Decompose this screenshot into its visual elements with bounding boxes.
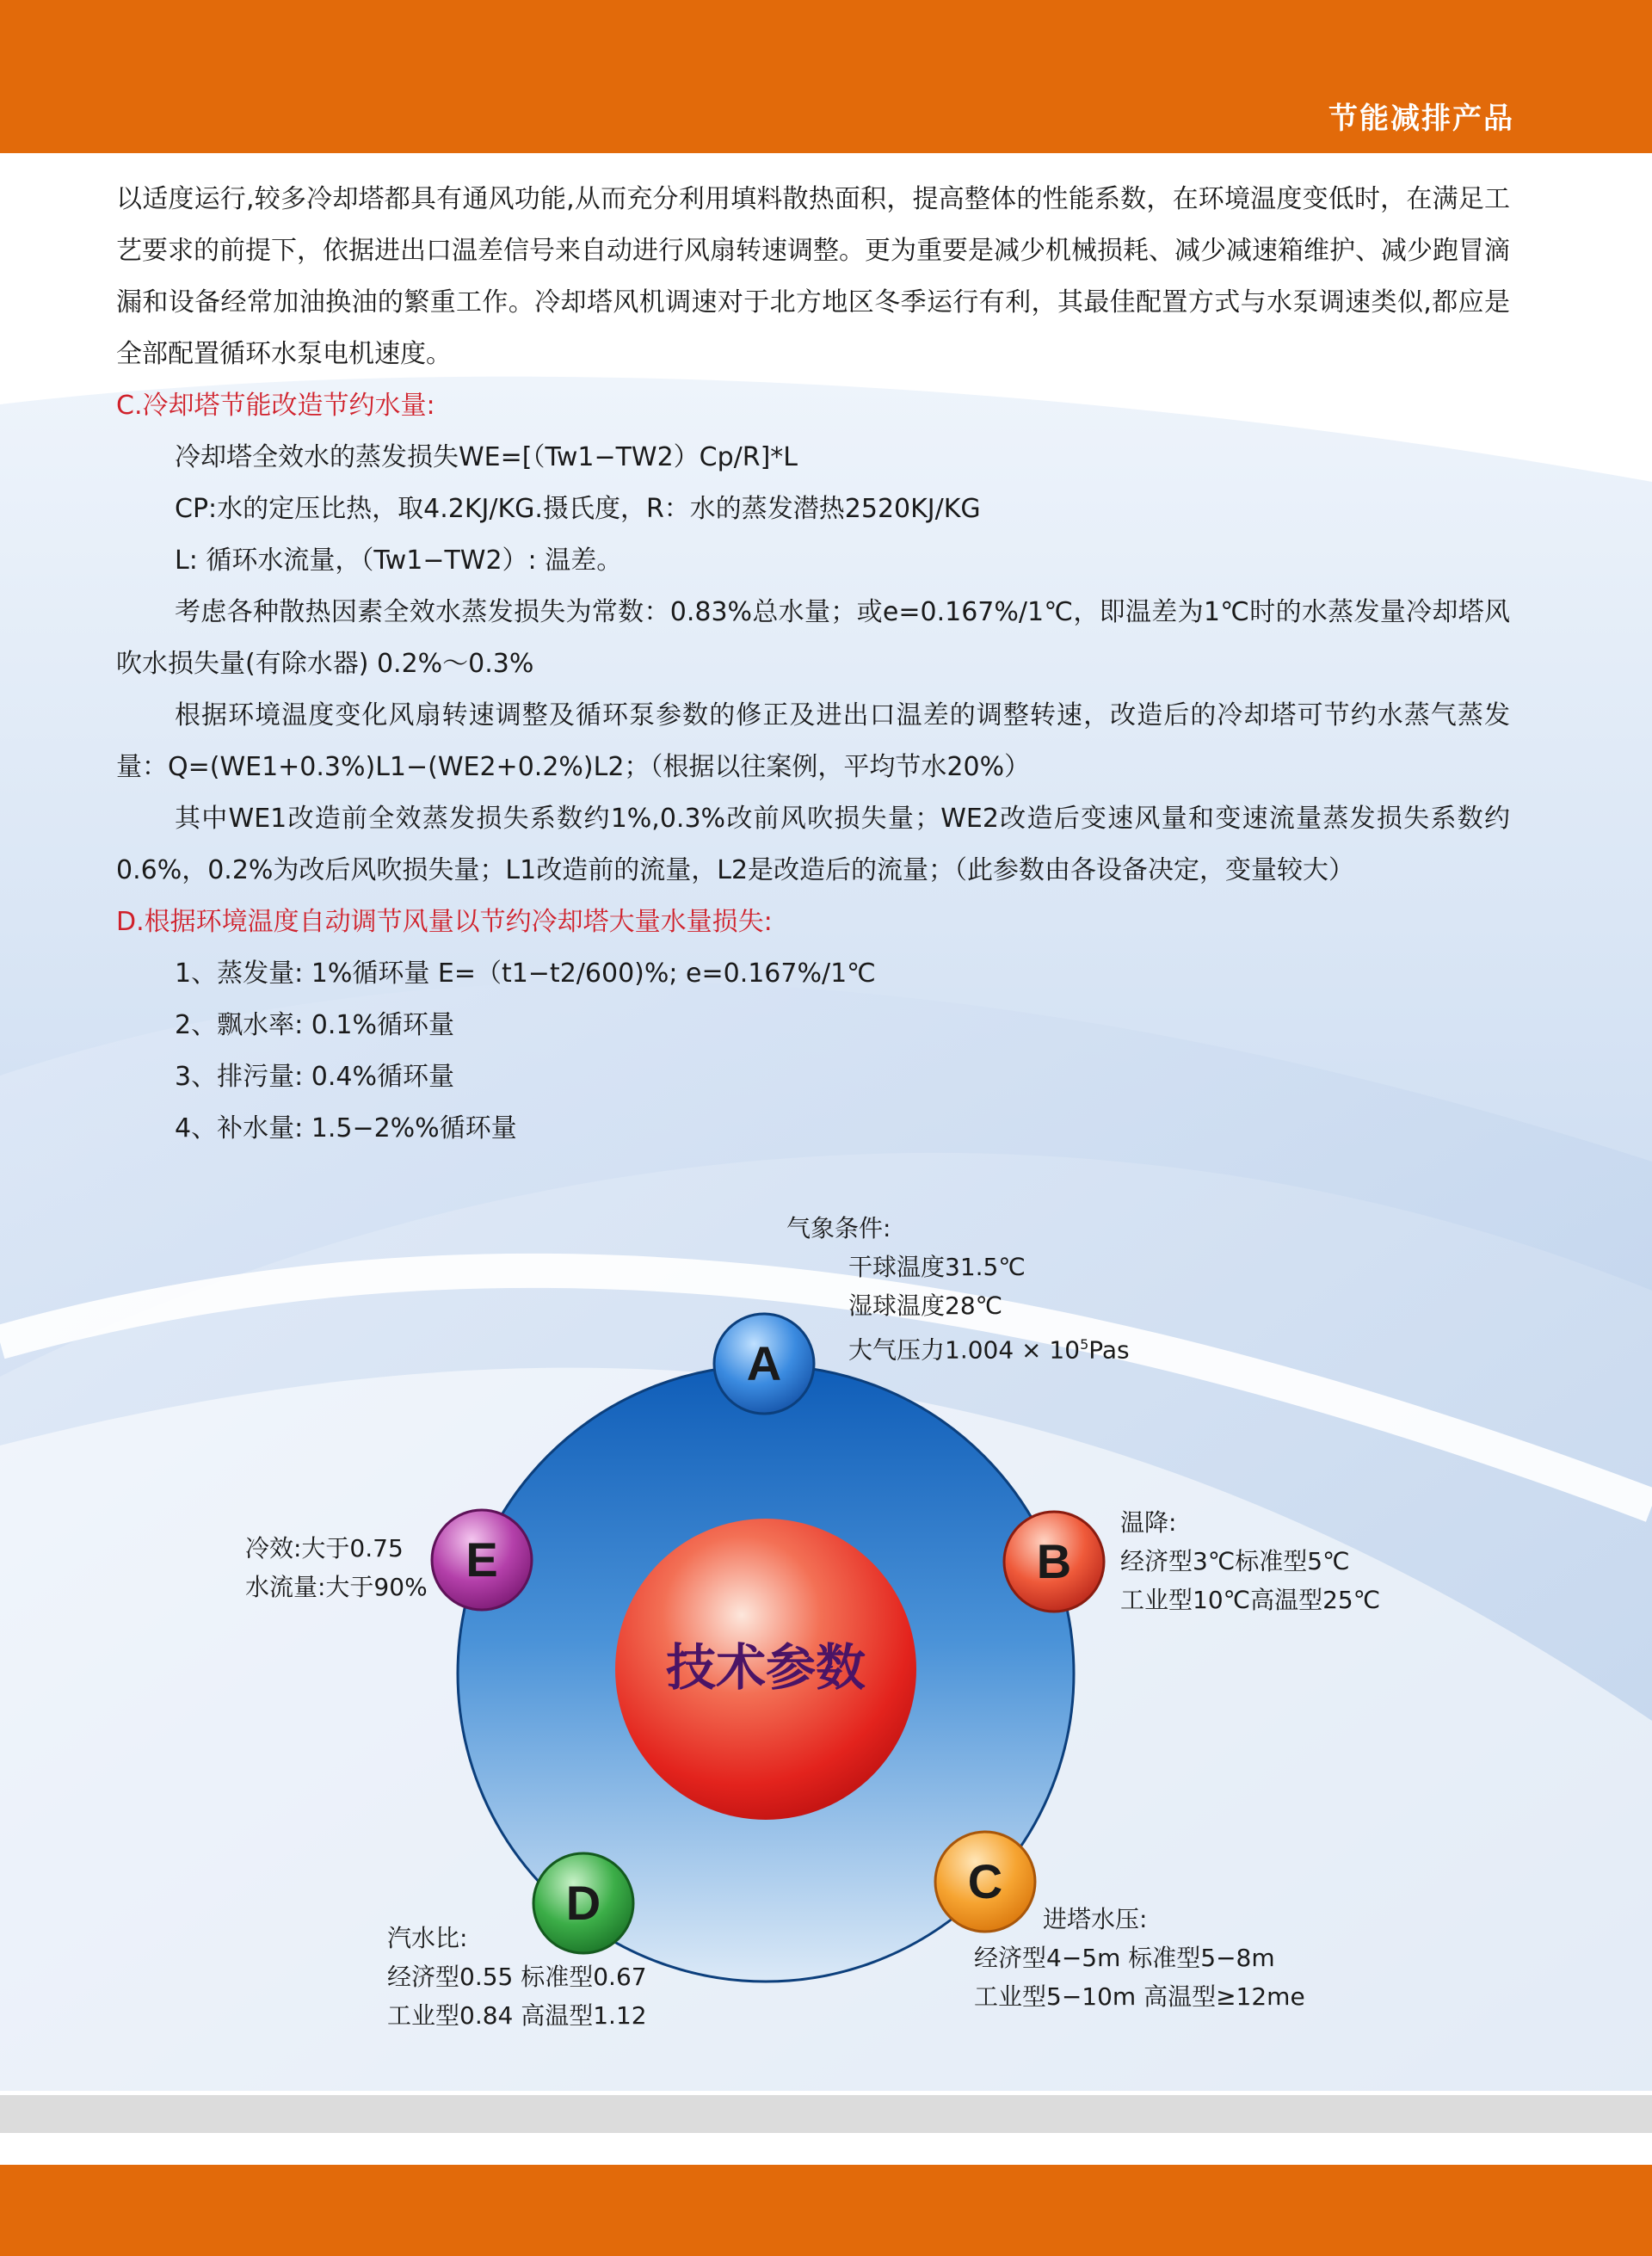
label-c-line: 工业型5−10m 高温型≥12me	[974, 1982, 1305, 2011]
section-c-title: C.冷却塔节能改造节约水量:	[116, 391, 435, 421]
node-e	[432, 1510, 532, 1610]
label-d-line: 经济型0.55 标准型0.67	[387, 1963, 647, 1991]
node-a-letter: A	[746, 1336, 782, 1390]
section-c-line: CP:水的定压比热，取4.2KJ/KG.摄氏度，R：水的蒸发潜热2520KJ/KG	[175, 494, 981, 524]
node-e-letter: E	[465, 1532, 498, 1587]
section-d-item: 1、蒸发量: 1%循环量 E=（t1−t2/600)%; e=0.167%/1℃	[175, 958, 876, 989]
section-d-item: 3、排污量: 0.4%循环量	[175, 1062, 454, 1092]
label-a-pressure-exponent: 5	[1080, 1336, 1089, 1353]
section-c-line: 根据环境温度变化风扇转速调整及循环泵参数的修正及进出口温差的调整转速，改造后的冷却塔可节约水蒸气蒸发量：Q=(WE1+0.3%)L1−(WE2+0.2%)L2；（根据以往案例，平均节水20%）	[116, 700, 1510, 782]
label-c-line: 经济型4−5m 标准型5−8m	[974, 1944, 1275, 1972]
section-d-item: 4、补水量: 1.5−2%%循环量	[175, 1113, 517, 1143]
label-c	[974, 1900, 1305, 2016]
label-d-line: 工业型0.84 高温型1.12	[387, 2001, 647, 2030]
label-e-line: 冷效:大于0.75	[245, 1534, 404, 1563]
section-c-line: 冷却塔全效水的蒸发损失WE=[（Tw1−TW2）Cp/R]*L	[175, 442, 798, 472]
label-a-pressure-value: 大气压力1.004 × 10	[848, 1335, 1081, 1365]
intro-paragraph: 以适度运行,较多冷却塔都具有通风功能,从而充分利用填料散热面积，提高整体的性能系数，在环境温度变低时，在满足工艺要求的前提下，依据进出口温差信号来自动进行风扇转速调整。更为重要是减少机械损耗、减少减速箱维护、减少跑冒滴漏和设备经常加油换油的繁重工作。冷却塔风机调速对于北方地区冬季运行有利，其最佳配置方式与水泵调速类似,都应是全部配置循环水泵电机速度。	[116, 184, 1510, 369]
section-c-line: 考虑各种散热因素全效水蒸发损失为常数：0.83%总水量；或e=0.167%/1℃，即温差为1℃时的水蒸发量冷却塔风吹水损失量(有除水器) 0.2%～0.3%	[116, 597, 1510, 679]
section-c-line: 其中WE1改造前全效蒸发损失系数约1%,0.3%改前风吹损失量；WE2改造后变速风量和变速流量蒸发损失系数约0.6%，0.2%为改后风吹损失量；L1改造前的流量，L2是改造后的流量；（此参数由各设备决定，变量较大）	[116, 804, 1510, 885]
label-b-line: 经济型3℃标准型5℃	[1120, 1547, 1350, 1575]
section-d-title: D.根据环境温度自动调节风量以节约冷却塔大量水量损失:	[116, 907, 773, 937]
section-d-item: 2、飘水率: 0.1%循环量	[175, 1010, 454, 1040]
label-b	[1120, 1503, 1380, 1619]
label-a-line: 湿球温度28℃	[848, 1291, 1003, 1320]
label-c-heading: 进塔水压:	[1043, 1905, 1148, 1933]
label-a-line: 干球温度31.5℃	[848, 1253, 1026, 1281]
header-title: 节能减排产品	[1328, 102, 1514, 136]
label-e-line: 水流量:大于90%	[245, 1573, 428, 1601]
label-a-heading: 气象条件:	[786, 1214, 891, 1242]
label-a-pressure	[786, 1325, 1130, 1369]
label-b-heading: 温降:	[1120, 1508, 1177, 1537]
label-d	[387, 1919, 647, 2035]
node-b-letter: B	[1036, 1534, 1072, 1588]
label-a-pressure-unit: Pas	[1088, 1335, 1130, 1365]
node-d-letter: D	[565, 1876, 601, 1930]
center-label: 技术参数	[665, 1638, 866, 1697]
label-e	[245, 1529, 428, 1606]
label-d-heading: 汽水比:	[387, 1924, 468, 1952]
label-a	[786, 1209, 1130, 1369]
node-b	[1004, 1512, 1104, 1612]
label-b-line: 工业型10℃高温型25℃	[1120, 1586, 1381, 1614]
section-c-line: L: 循环水流量，（Tw1−TW2）: 温差。	[175, 546, 623, 576]
node-c-letter: C	[967, 1854, 1003, 1908]
